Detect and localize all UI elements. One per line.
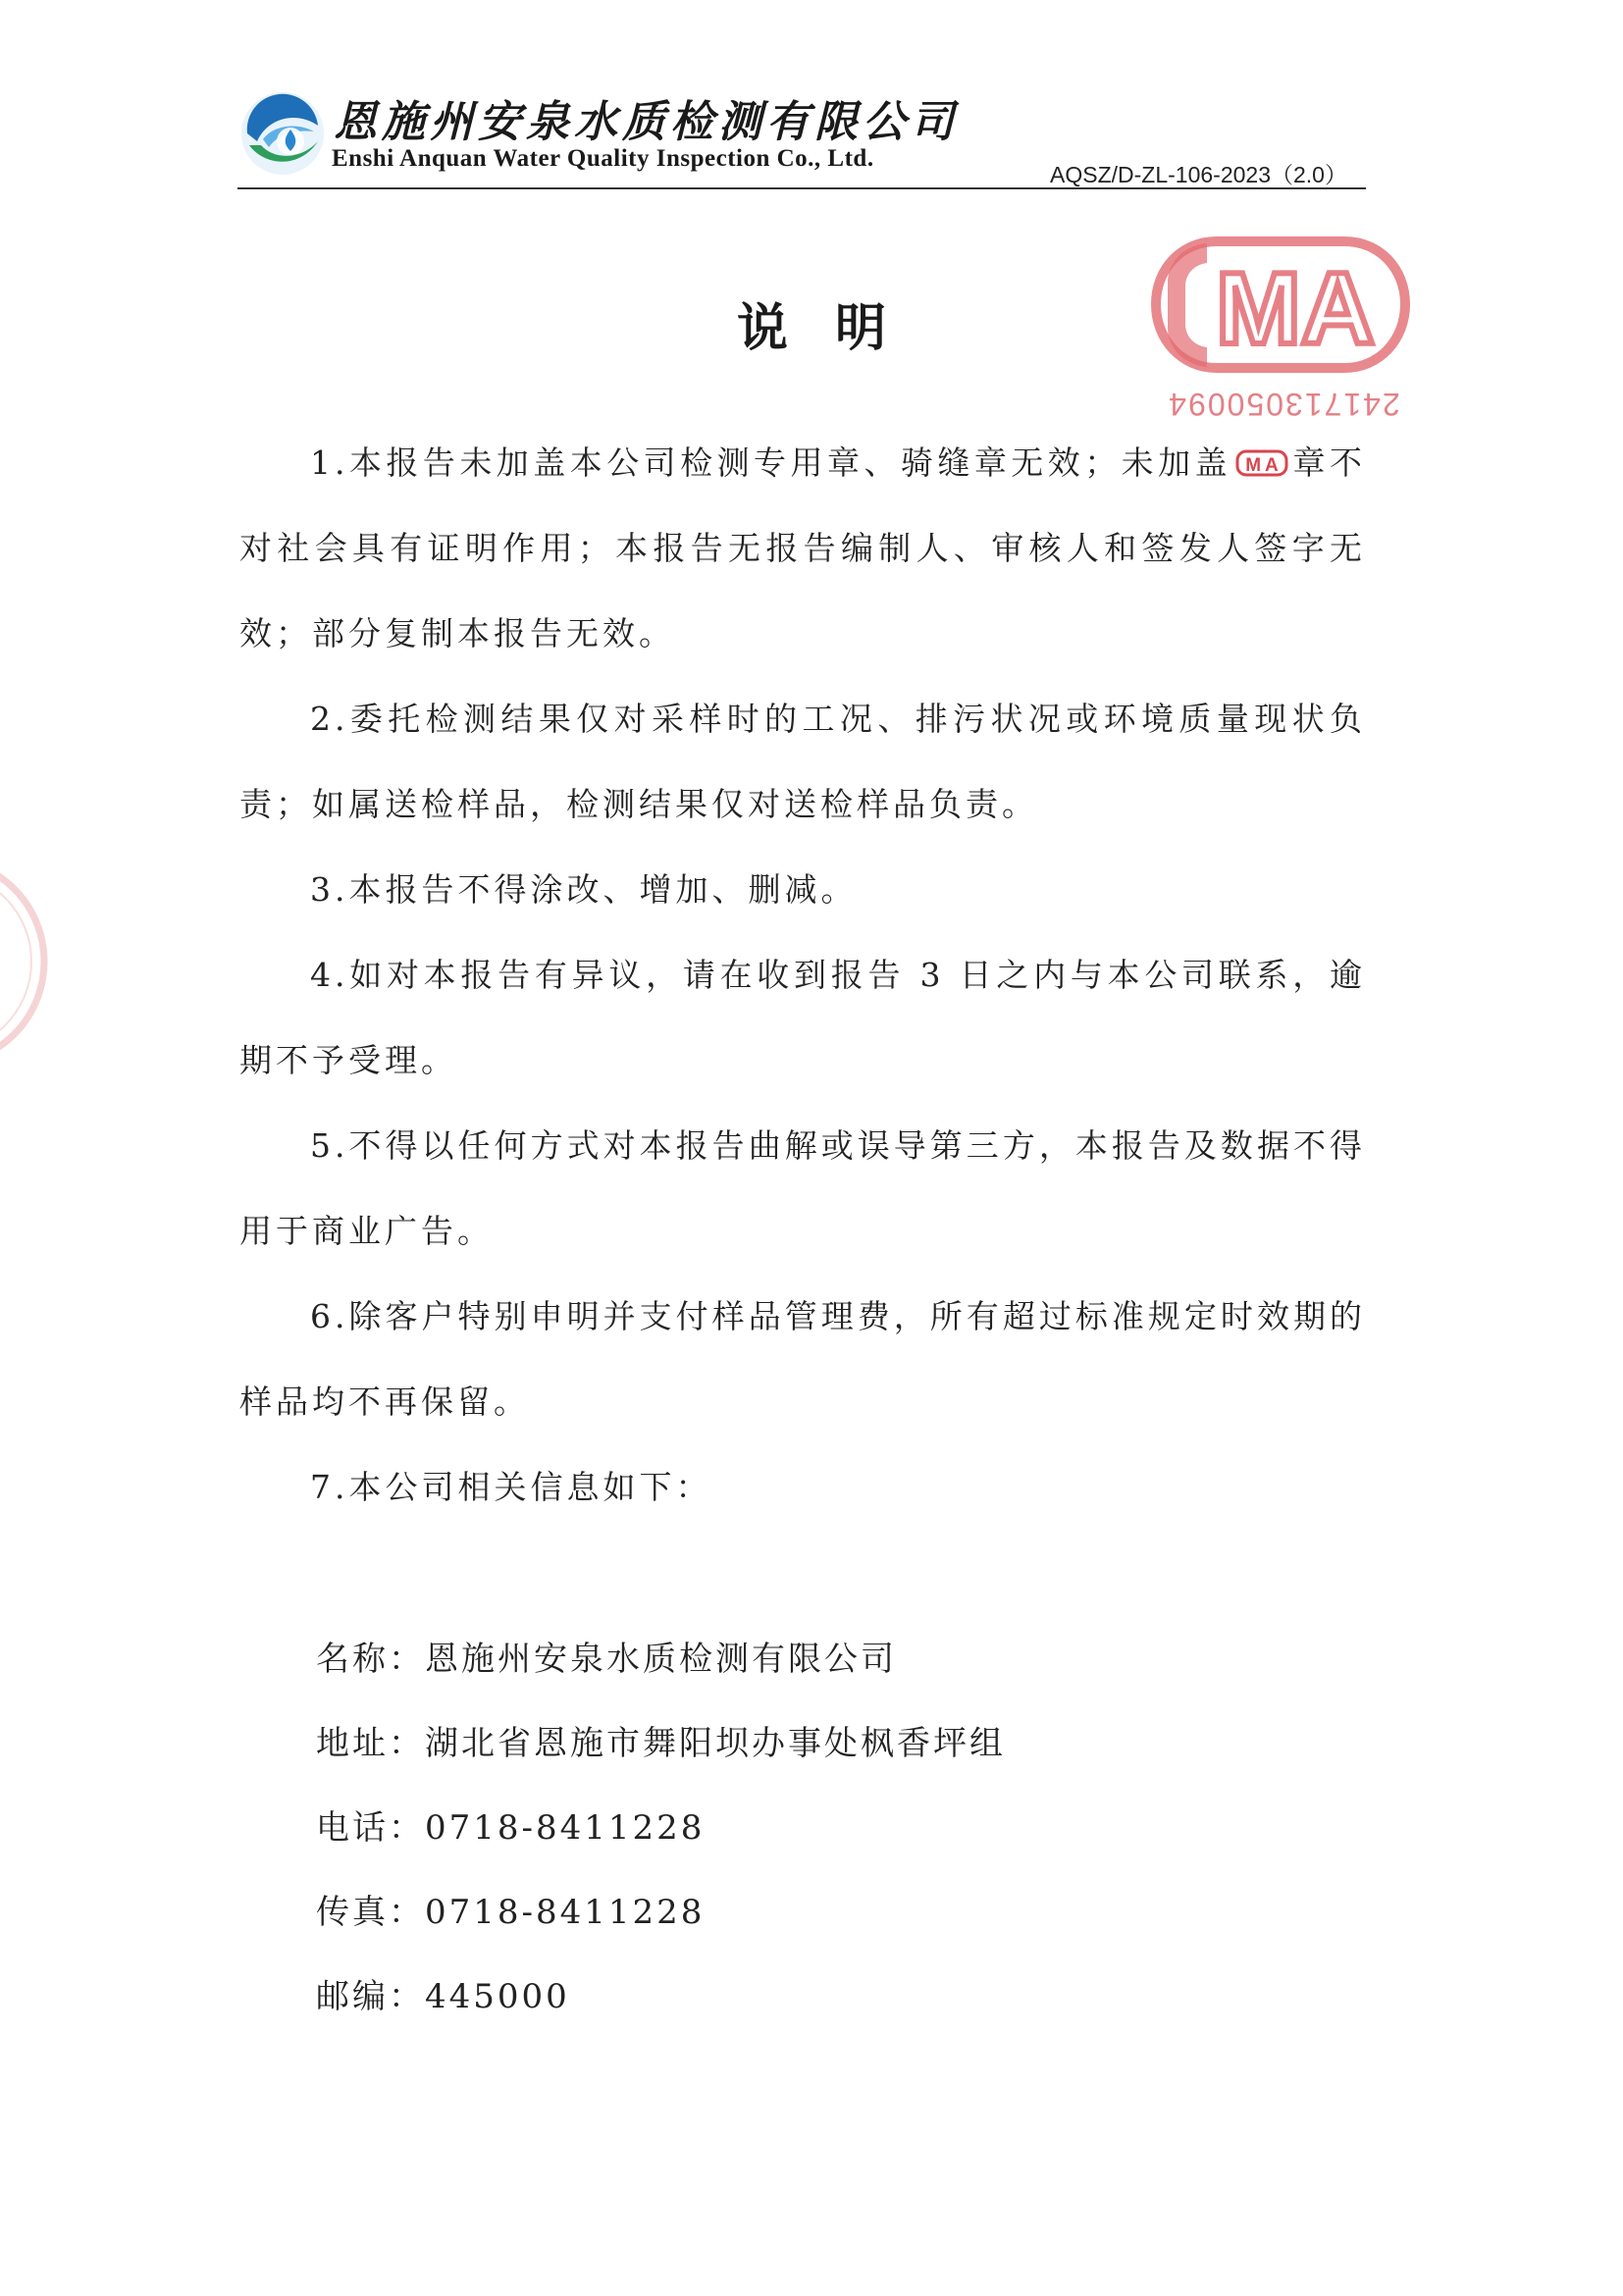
- cma-mark-text: MA: [1245, 455, 1283, 476]
- note-paragraph-5: 5.不得以任何方式对本报告曲解或误导第三方，本报告及数据不得用于商业广告。: [239, 1126, 1366, 1250]
- cma-mark-icon: [1235, 448, 1288, 478]
- note-1-after-mark: 章不对社会具有证明作用；本报告无报告编制人、审核人和签发人签字无效；部分复制本报告无效。: [239, 444, 1366, 652]
- info-fax: 传真：0718-8411228: [316, 1893, 706, 1932]
- info-name: 名称：恩施州安泉水质检测有限公司: [316, 1640, 897, 1679]
- header-divider: [237, 187, 1366, 189]
- notes-body: [239, 420, 1366, 1530]
- company-name-cn: 恩施州安泉水质检测有限公司: [334, 97, 959, 147]
- partial-stamp-icon: [0, 844, 49, 1079]
- company-info: [316, 1617, 1006, 2039]
- cma-seal-text: MA: [1216, 252, 1375, 366]
- info-phone: 电话：0718-8411228: [316, 1808, 706, 1848]
- note-1-before-mark: 1.本报告未加盖本公司检测专用章、骑缝章无效；未加盖: [310, 444, 1232, 482]
- cma-seal-number: 241713050094: [1167, 387, 1400, 422]
- company-name-en: Enshi Anquan Water Quality Inspection Co., Ltd.: [332, 145, 874, 172]
- note-paragraph-6: 6.除客户特别申明并支付样品管理费，所有超过标准规定时效期的样品均不再保留。: [239, 1297, 1366, 1421]
- document-code: AQSZ/D-ZL-106-2023（2.0）: [1050, 162, 1347, 187]
- note-paragraph-4: 4.如对本报告有异议，请在收到报告 3 日之内与本公司联系，逾期不予受理。: [239, 956, 1366, 1079]
- note-paragraph-3: 3.本报告不得涂改、增加、删减。: [310, 870, 858, 909]
- info-postcode: 邮编：445000: [316, 1977, 570, 2016]
- water-drop-logo-icon: [239, 90, 326, 177]
- note-paragraph-1: [239, 420, 1366, 676]
- page-title: 说明: [736, 299, 933, 358]
- info-address: 地址：湖北省恩施市舞阳坝办事处枫香坪组: [316, 1724, 1006, 1763]
- note-paragraph-7: 7.本公司相关信息如下：: [310, 1468, 712, 1506]
- note-paragraph-2: 2.委托检测结果仅对采样时的工况、排污状况或环境质量现状负责；如属送检样品，检测结果仅对送检样品负责。: [239, 700, 1366, 823]
